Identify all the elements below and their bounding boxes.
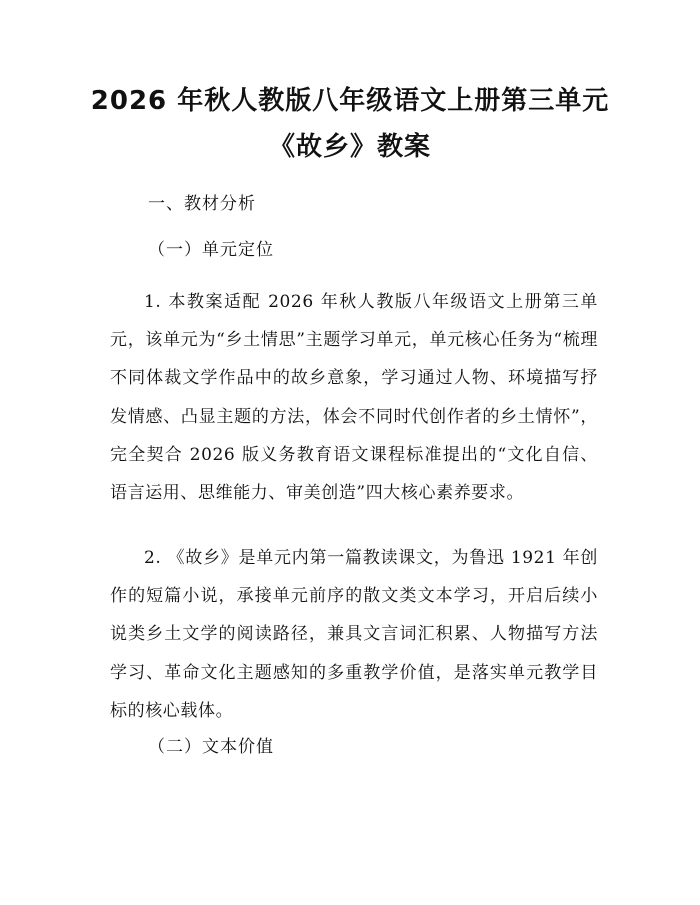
paragraph-unit-positioning-1: 1. 本教案适配 2026 年秋人教版八年级语文上册第三单元，该单元为“乡土情思”主题学习单元，单元核心任务为“梳理不同体裁文学作品中的故乡意象，学习通过人物、环境描写抒发情感、凸显主题的方法，体会不同时代创作者的乡土情怀”，完全契合 2026 版义务教育语文课程标准提出的“文化自信、语言运用、思维能力、审美创造”四大核心素养要求。: [110, 292, 598, 504]
subsection-heading-text-value: （二）文本价值: [148, 737, 274, 757]
document-title-line-2: 《故乡》教案: [268, 132, 431, 162]
document-title-line-1: 2026 年秋人教版八年级语文上册第三单元: [90, 86, 610, 116]
paragraph-unit-positioning-2: 2. 《故乡》是单元内第一篇教读课文，为鲁迅 1921 年创作的短篇小说，承接单元前序的散文类文本学习，开启后续小说类乡土文学的阅读路径，兼具文言词汇积累、人物描写方法学习、革命文化主题感知的多重教学价值，是落实单元教学目标的核心载体。: [110, 548, 598, 721]
subsection-heading-unit-positioning: （一）单元定位: [148, 240, 274, 260]
section-heading-textbook-analysis: 一、教材分析: [148, 194, 256, 214]
